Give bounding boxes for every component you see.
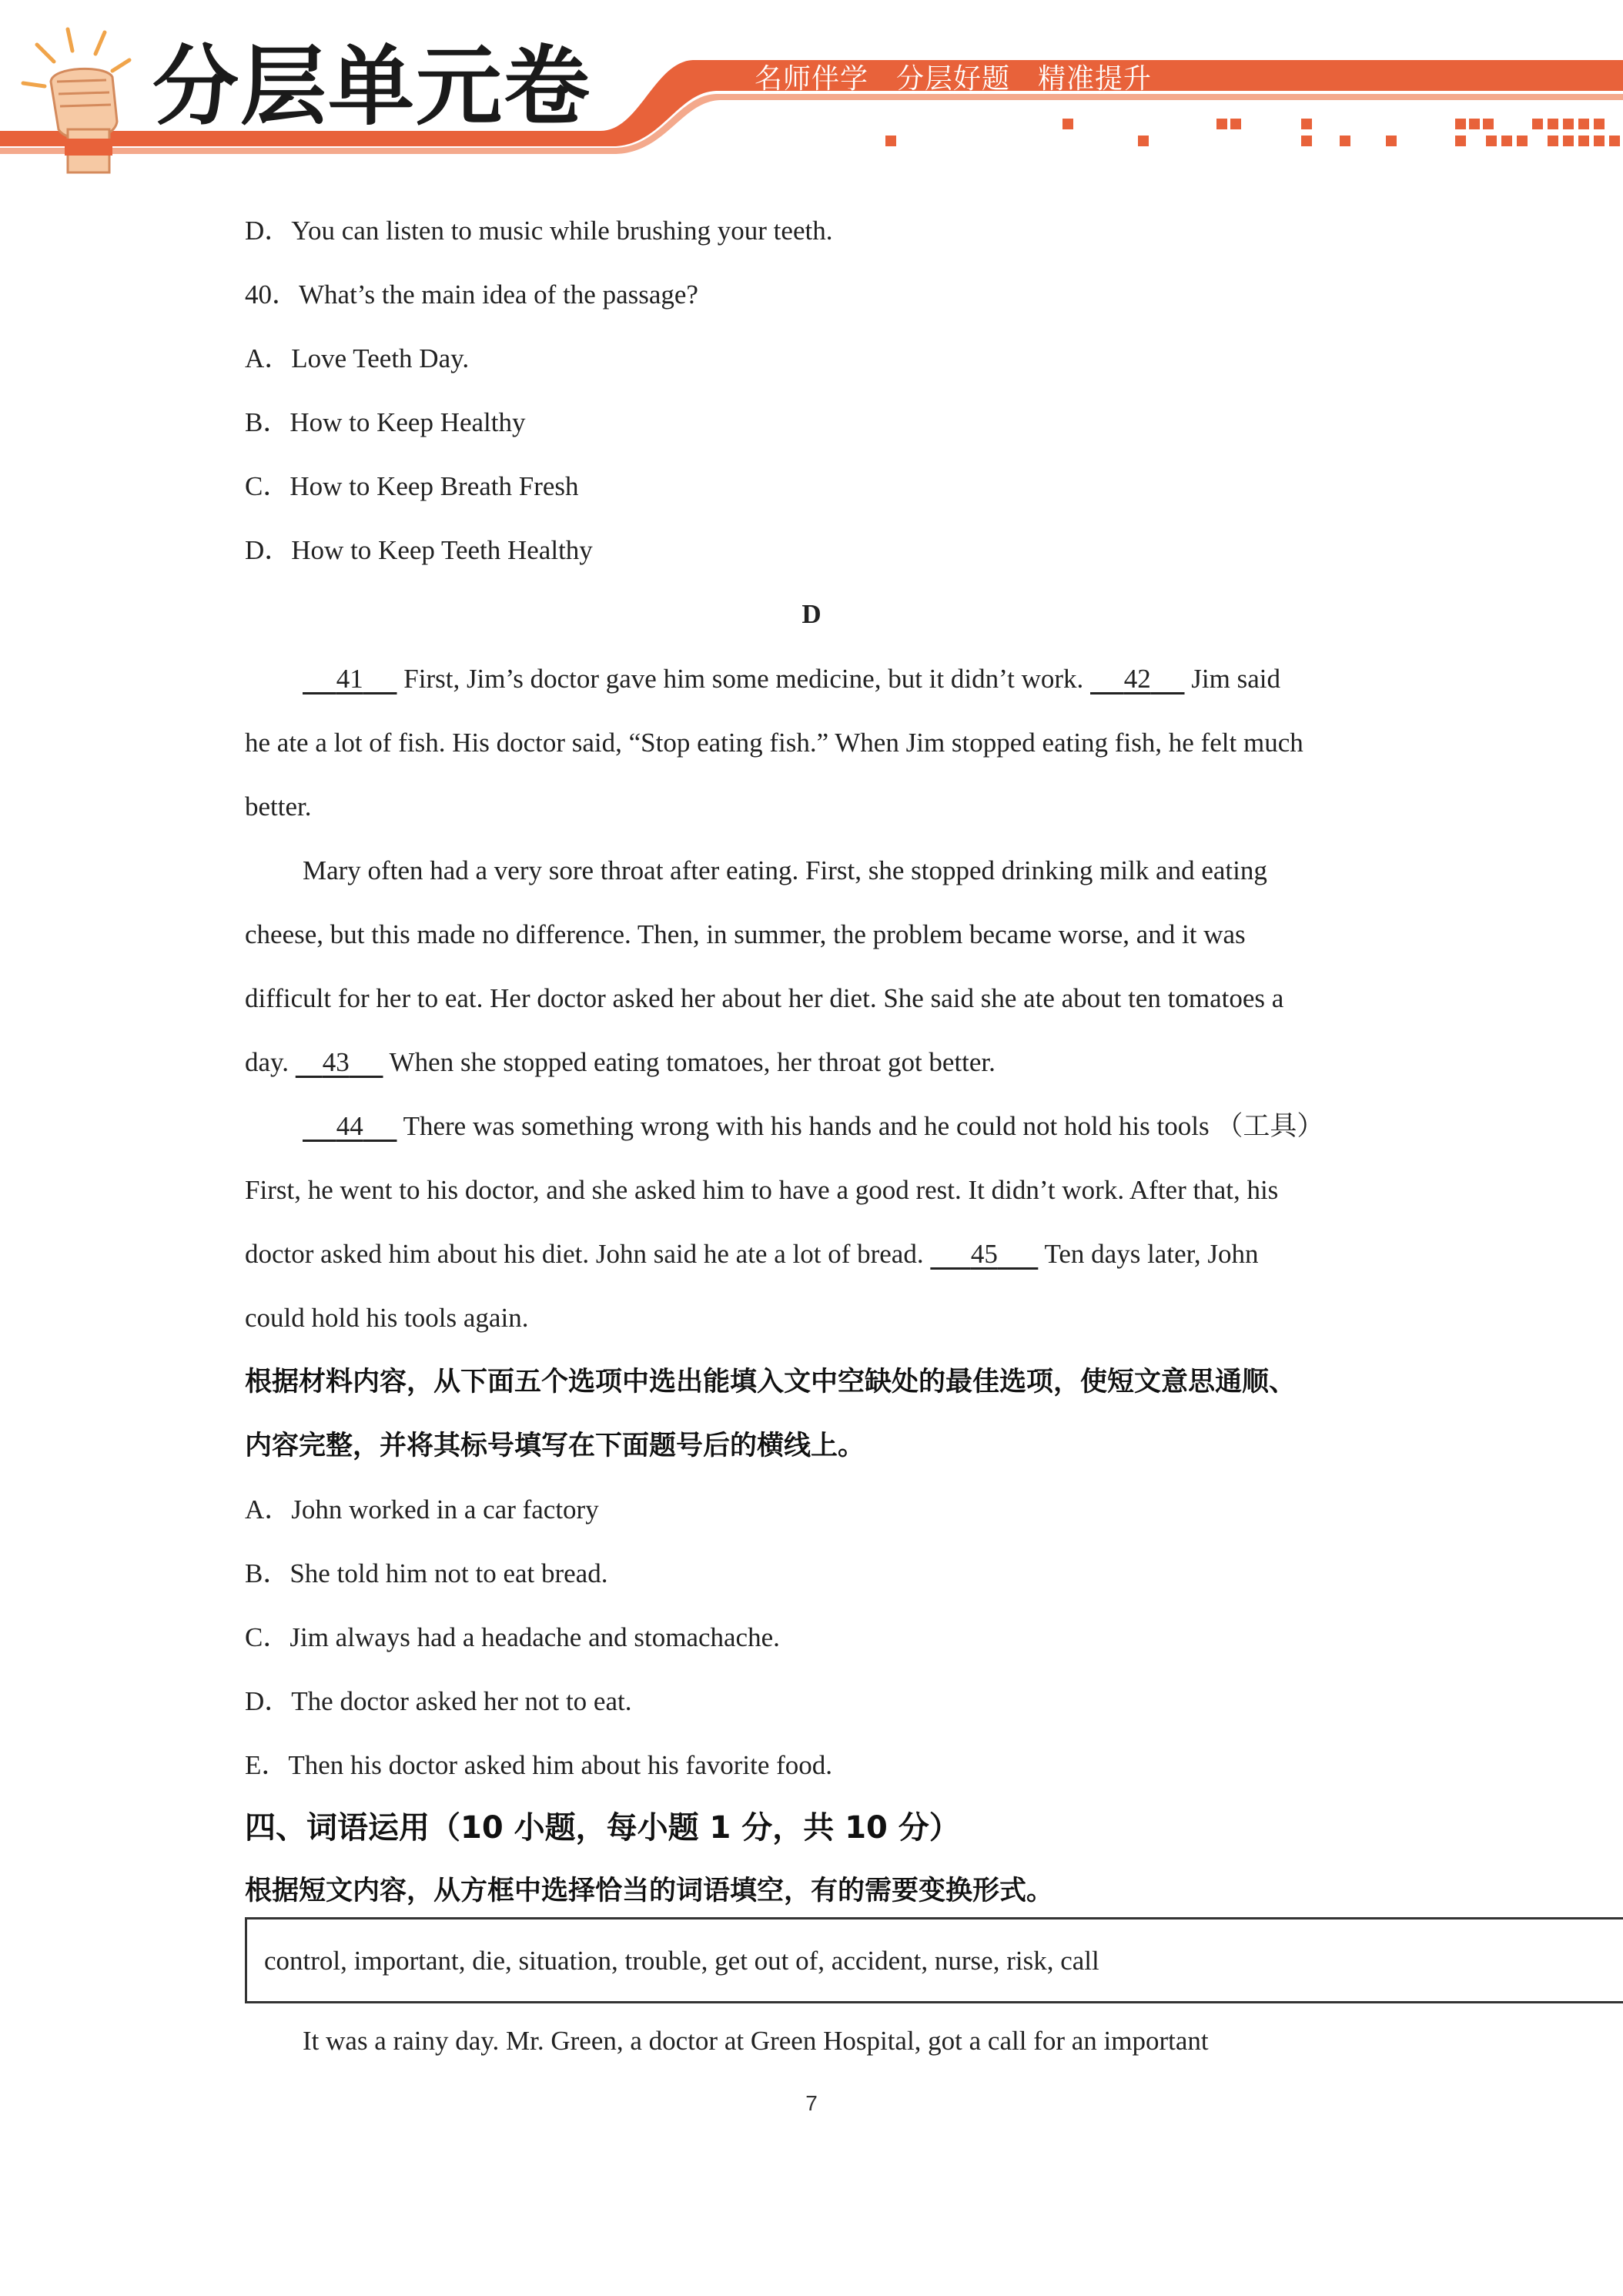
blank-41[interactable]: 41 — [336, 664, 363, 694]
section-4-passage-line-1: It was a rainy day. Mr. Green, a doctor at Green Hospital, got a call for an important — [303, 2026, 1209, 2056]
passage-option-b: B．She told him not to eat bread. — [245, 1558, 608, 1588]
page-header — [0, 0, 1623, 177]
passage-paragraph-3-line-1: 44 There was something wrong with his hands and he could not hold his tools （工具） — [303, 1108, 1323, 1145]
blank-45[interactable]: 45 — [970, 1239, 998, 1269]
passage-paragraph-3-line-2: First, he went to his doctor, and she asked him to have a good rest. It didn’t work. After that, his — [245, 1175, 1279, 1205]
passage-option-d: D．The doctor asked her not to eat. — [245, 1686, 632, 1716]
passage-paragraph-2-line-1: Mary often had a very sore throat after eating. First, she stopped drinking milk and eating — [303, 855, 1267, 885]
passage-option-e: E．Then his doctor asked him about his favorite food. — [245, 1750, 833, 1780]
slogan-item: 名师伴学 — [755, 63, 869, 95]
blank-43[interactable]: 43 — [322, 1047, 350, 1077]
blank-42[interactable]: 42 — [1123, 664, 1151, 694]
passage-paragraph-1-line-1: 41 First, Jim’s doctor gave him some medicine, but it didn’t work. 42 Jim said — [303, 661, 1280, 698]
q40-option-a: A．Love Teeth Day. — [245, 343, 470, 373]
header-slogan — [755, 60, 1180, 99]
section-4-instruction: 根据短文内容，从方框中选择恰当的词语填空，有的需要变换形式。 — [245, 1876, 1054, 1906]
passage-option-c: C．Jim always had a headache and stomachache. — [245, 1622, 780, 1652]
passage-paragraph-3-line-3: doctor asked him about his diet. John said he ate a lot of bread. 45 Ten days later, John — [245, 1236, 1258, 1273]
word-box-text: control, important, die, situation, trouble, get out of, accident, nurse, risk, call — [264, 1946, 1099, 1976]
q40-option-c: C．How to Keep Breath Fresh — [245, 471, 579, 501]
passage-paragraph-2-line-4: day. 43 When she stopped eating tomatoes, her throat got better. — [245, 1044, 996, 1081]
q39-option-d: D．You can listen to music while brushing your teeth. — [245, 216, 833, 246]
q40-option-d: D．How to Keep Teeth Healthy — [245, 535, 593, 565]
passage-option-a: A．John worked in a car factory — [245, 1494, 599, 1525]
slogan-item: 精准提升 — [1038, 63, 1153, 95]
passage-paragraph-3-line-4: could hold his tools again. — [245, 1303, 529, 1333]
brand-title: 分层单元卷 — [152, 37, 591, 137]
slogan-item: 分层好题 — [896, 63, 1011, 95]
q40-stem: 40．What’s the main idea of the passage? — [245, 279, 698, 310]
blank-44[interactable]: 44 — [336, 1111, 363, 1141]
word-box — [245, 1917, 1623, 2003]
passage-heading: D — [801, 599, 822, 629]
page-number: 7 — [805, 2091, 818, 2115]
q40-option-b: B．How to Keep Healthy — [245, 407, 526, 437]
fist-hand-icon — [14, 6, 145, 176]
passage-paragraph-2-line-2: cheese, but this made no difference. Then, in summer, the problem became worse, and it was — [245, 919, 1246, 949]
passage-instruction-line-1: 根据材料内容，从下面五个选项中选出能填入文中空缺处的最佳选项，使短文意思通顺、 — [245, 1367, 1297, 1397]
passage-instruction-line-2: 内容完整，并将其标号填写在下面题号后的横线上。 — [245, 1431, 865, 1461]
passage-paragraph-2-line-3: difficult for her to eat. Her doctor asked her about her diet. She said she ate about ten tomatoes a — [245, 983, 1284, 1013]
section-4-title: 四、词语运用（10 小题，每小题 1 分，共 10 分） — [245, 1810, 960, 1846]
passage-paragraph-1-line-2: he ate a lot of fish. His doctor said, “Stop eating fish.” When Jim stopped eating fish, he felt much — [245, 728, 1303, 758]
passage-paragraph-1-line-3: better. — [245, 792, 312, 822]
